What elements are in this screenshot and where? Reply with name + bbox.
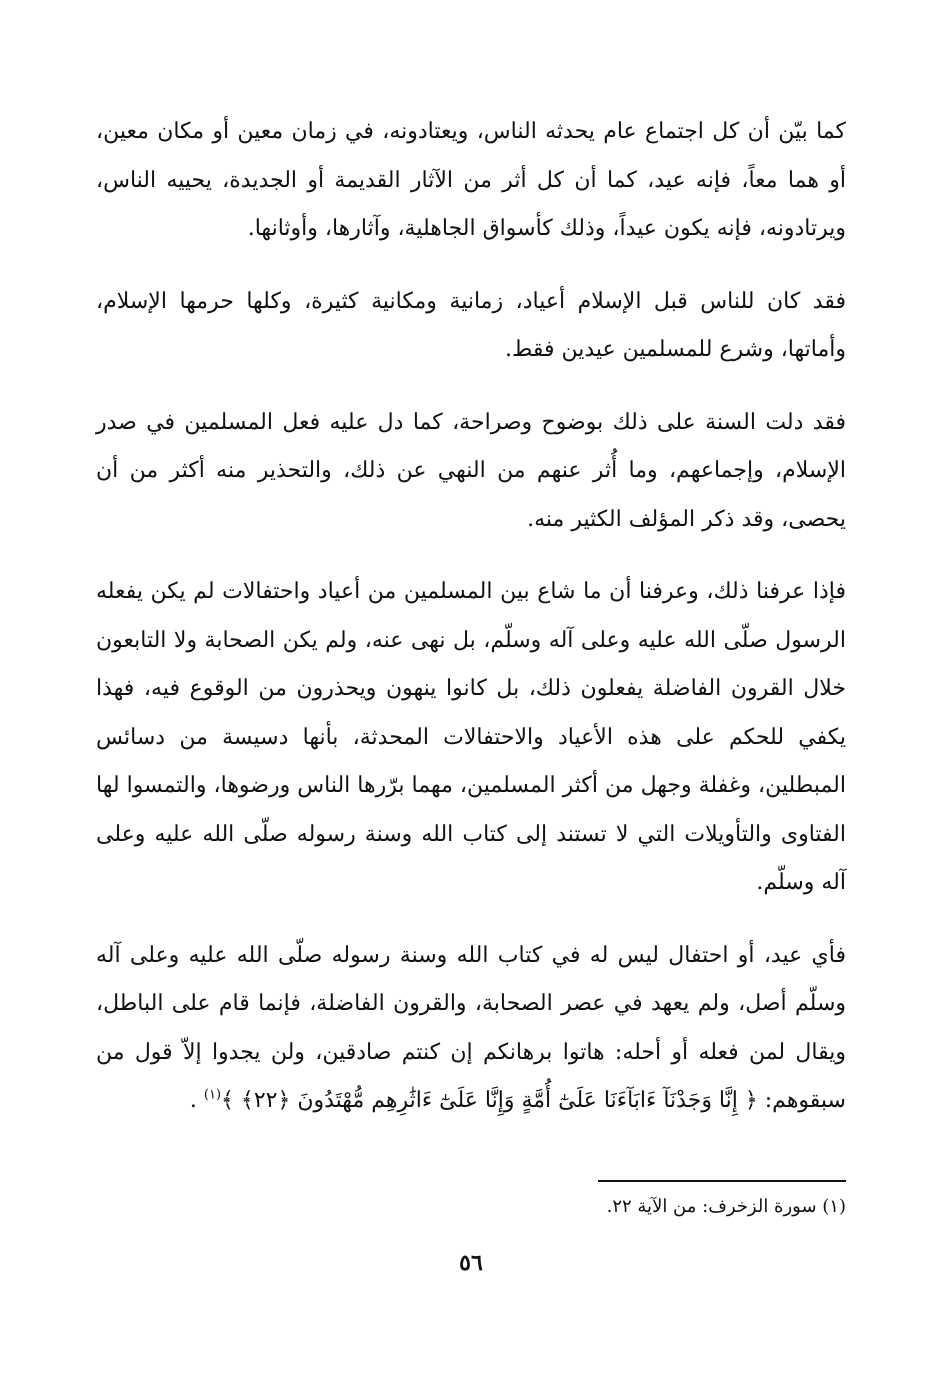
footnote-marker: (١) xyxy=(203,1087,222,1103)
paragraph-1: كما بيّن أن كل اجتماع عام يحدثه الناس، ويعتادونه، في زمان معين أو مكان معين، أو هما معاً، فإنه عيد، كما أن كل أثر من الآثار القديمة أو الجديدة، يحييه الناس، ويرتادونه، فإنه يكون عيداً، وذلك كأسواق الجاهلية، وآثارها، وأوثانها. xyxy=(96,119,846,241)
paragraph-2: فقد كان للناس قبل الإسلام أعياد، زمانية ومكانية كثيرة، وكلها حرمها الإسلام، وأماتها، وشرع للمسلمين عيدين فقط. xyxy=(96,288,846,362)
paragraph-5-end: . xyxy=(189,1088,197,1113)
paragraph-5-text: فأي عيد، أو احتفال ليس له في كتاب الله وسنة رسوله صلّى الله عليه وعلى آله وسلّم أصل، ولم يعهد في عصر الصحابة، والقرون الفاضلة، فإنما قام على الباطل، ويقال لمن فعله أو أحله: هاتوا برهانكم إن كنتم صادقين، ولن يجدوا إلاّ قول من سبقوهم: xyxy=(96,942,846,1113)
footnote-separator xyxy=(598,1180,846,1182)
footnote: (١) سورة الزخرف: من الآية ٢٢. xyxy=(606,1196,846,1217)
quran-verse: ﴿ إِنَّا وَجَدْنَآ ءَابَآءَنَا عَلَىٰٓ أُمَّةٍ وَإِنَّا عَلَىٰٓ ءَاثَٰرِهِم مُّهْتَدُونَ ﴿٢٢﴾ ﴾ xyxy=(221,1088,758,1113)
page-body xyxy=(96,108,846,1126)
paragraph-4: فإذا عرفنا ذلك، وعرفنا أن ما شاع بين المسلمين من أعياد واحتفالات لم يكن يفعله الرسول صلّى الله عليه وعلى آله وسلّم، بل نهى عنه، ولم يكن الصحابة ولا التابعون خلال القرون الفاضلة يفعلون ذلك، بل كانوا ينهون ويحذرون من الوقوع فيه، فهذا يكفي للحكم على هذه الأعياد والاحتفالات المحدثة، بأنها دسيسة من دسائس المبطلين، وغفلة وجهل من أكثر المسلمين، مهما برّرها الناس ورضوها، والتمسوا لها الفتاوى والتأويلات التي لا تستند إلى كتاب الله وسنة رسوله صلّى الله عليه وعلى آله وسلّم. xyxy=(96,579,846,895)
page-number: ٥٦ xyxy=(459,1250,483,1276)
paragraph-5 xyxy=(96,932,846,1126)
paragraph-3: فقد دلت السنة على ذلك بوضوح وصراحة، كما دل عليه فعل المسلمين في صدر الإسلام، وإجماعهم، وما أُثر عنهم من النهي عن ذلك، والتحذير منه أكثر من أن يحصى، وقد ذكر المؤلف الكثير منه. xyxy=(96,409,846,532)
